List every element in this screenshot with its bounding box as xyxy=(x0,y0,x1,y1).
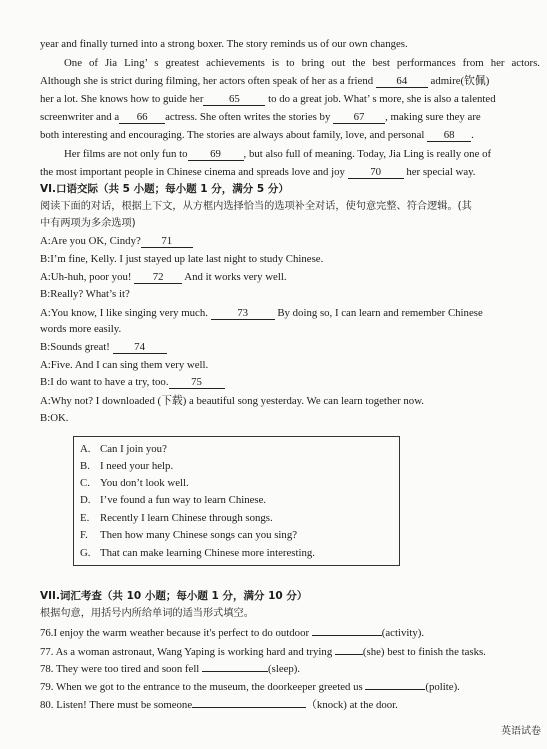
option-letter: C. xyxy=(80,477,90,489)
question-78 xyxy=(40,662,540,676)
option-letter: E. xyxy=(80,512,90,524)
dialogue-line xyxy=(40,306,540,320)
passage-line xyxy=(40,165,540,179)
answer-blank-77[interactable] xyxy=(335,654,363,655)
passage-text: to do a great job. What’ s more, she is also a talented xyxy=(268,93,496,105)
option-item xyxy=(80,511,273,525)
answer-blank-74[interactable]: 74 xyxy=(113,341,167,354)
passage-text: , but also full of meaning. Today, Jia Ling is really one of xyxy=(243,148,492,160)
question-80 xyxy=(40,698,540,712)
answer-blank-76[interactable] xyxy=(312,635,382,636)
dialogue-text: By doing so, I can learn and remember Chinese xyxy=(277,307,483,319)
question-76 xyxy=(40,626,540,640)
question-hint: (polite). xyxy=(425,681,460,693)
passage-text: Although she is strict during filming, her actors often speak of her as a friend xyxy=(40,75,374,87)
answer-blank-71[interactable]: 71 xyxy=(141,235,193,248)
option-item xyxy=(80,442,167,456)
question-77 xyxy=(40,645,540,659)
dialogue-text: And it works very well. xyxy=(184,271,287,283)
question-text: 78. They were too tired and soon fell xyxy=(40,663,200,675)
question-hint: (sleep). xyxy=(268,663,301,675)
passage-line xyxy=(64,147,540,161)
answer-blank-69[interactable]: 69 xyxy=(188,148,244,161)
option-letter: D. xyxy=(80,494,91,506)
answer-blank-75[interactable]: 75 xyxy=(169,376,225,389)
dialogue-text: A:Are you OK, Cindy? xyxy=(40,235,141,247)
section-heading: VI.口语交际（共 5 小题；每小题 1 分，满分 5 分） xyxy=(40,183,289,195)
passage-line xyxy=(40,128,540,142)
answer-blank-65[interactable]: 65 xyxy=(203,93,265,106)
passage-text: year and finally turned into a strong boxer. The story reminds us of our own changes. xyxy=(40,38,408,50)
passage-text: the most important people in Chinese cinema and spreads love and joy xyxy=(40,166,345,178)
dialogue-line: A:Why not? I downloaded (下载) a beautiful song yesterday. We can learn together now. xyxy=(40,395,424,407)
dialogue-line: words more easily. xyxy=(40,323,122,335)
section-instructions: 阅读下面的对话，根据上下文，从方框内选择恰当的选项补全对话，使句意完整、符合逻辑。(其 xyxy=(40,201,472,212)
answer-blank-68[interactable]: 68 xyxy=(427,129,471,142)
option-item xyxy=(80,546,315,560)
passage-line xyxy=(64,56,540,70)
option-letter: F. xyxy=(80,529,88,541)
option-letter: B. xyxy=(80,460,90,472)
dialogue-line: B:I’m fine, Kelly. I just stayed up late last night to study Chinese. xyxy=(40,253,324,265)
section-instructions: 中有两项为多余选项) xyxy=(40,218,136,229)
options-box xyxy=(73,436,400,566)
passage-text: her a lot. She knows how to guide her xyxy=(40,93,204,105)
section-instructions: 根据句意，用括号内所给单词的适当形式填空。 xyxy=(40,608,254,619)
option-item xyxy=(80,459,173,473)
question-hint: (activity). xyxy=(381,627,425,639)
passage-line xyxy=(40,37,540,51)
option-item xyxy=(80,528,297,542)
option-text: Recently I learn Chinese through songs. xyxy=(100,512,273,524)
passage-line xyxy=(40,74,540,88)
question-text: 77. As a woman astronaut, Wang Yaping is working hard and trying xyxy=(40,646,333,658)
passage-text: Her films are not only fun to xyxy=(64,148,188,160)
passage-text: actress. She often writes the stories by xyxy=(165,111,331,123)
dialogue-line xyxy=(40,340,540,354)
passage-text: both interesting and encouraging. The stories are always about family, love, and personal xyxy=(40,129,425,141)
answer-blank-66[interactable]: 66 xyxy=(119,111,165,124)
dialogue-line xyxy=(40,270,540,284)
passage-text: admire(钦佩) xyxy=(430,75,490,87)
dialogue-line xyxy=(40,234,540,248)
answer-blank-80[interactable] xyxy=(192,707,306,708)
dialogue-line xyxy=(40,375,540,389)
option-text: I need your help. xyxy=(100,460,174,472)
question-text: 80. Listen! There must be someone xyxy=(40,699,193,711)
question-hint: （knock) at the door. xyxy=(306,699,398,711)
dialogue-text: A:Uh-huh, poor you! xyxy=(40,271,132,283)
answer-blank-67[interactable]: 67 xyxy=(333,111,385,124)
passage-text: , making sure they are xyxy=(385,111,481,123)
page-footer: 英语试卷 xyxy=(501,726,541,737)
dialogue-line: A:Five. And I can sing them very well. xyxy=(40,359,209,371)
passage-text: One of Jia Ling’ s greatest achievements is to bring out the best performances from her actors. xyxy=(64,57,540,69)
passage-text: screenwriter and a xyxy=(40,111,120,123)
option-text: Can I join you? xyxy=(100,443,167,455)
dialogue-text: B:Sounds great! xyxy=(40,341,110,353)
passage-line xyxy=(40,110,540,124)
question-text: 79. When we got to the entrance to the museum, the doorkeeper greeted us xyxy=(40,681,363,693)
answer-blank-78[interactable] xyxy=(202,671,268,672)
passage-text: her special way. xyxy=(406,166,476,178)
option-letter: G. xyxy=(80,547,91,559)
answer-blank-70[interactable]: 70 xyxy=(348,166,404,179)
option-text: I’ve found a fun way to learn Chinese. xyxy=(100,494,267,506)
answer-blank-64[interactable]: 64 xyxy=(376,75,428,88)
passage-text: . xyxy=(471,129,474,141)
question-hint: (she) best to finish the tasks. xyxy=(362,646,486,658)
option-item xyxy=(80,476,189,490)
option-item xyxy=(80,493,266,507)
option-text: Then how many Chinese songs can you sing? xyxy=(100,529,298,541)
dialogue-text: A:You know, I like singing very much. xyxy=(40,307,208,319)
answer-blank-79[interactable] xyxy=(365,689,425,690)
option-text: You don’t look well. xyxy=(100,477,189,489)
dialogue-line: B:Really? What’s it? xyxy=(40,288,130,300)
option-letter: A. xyxy=(80,443,91,455)
option-text: That can make learning Chinese more interesting. xyxy=(100,547,315,559)
section-heading: VII.词汇考查（共 10 小题；每小题 1 分，满分 10 分） xyxy=(40,590,308,602)
dialogue-line: B:OK. xyxy=(40,412,69,424)
question-79 xyxy=(40,680,540,694)
dialogue-text: B:I do want to have a try, too. xyxy=(40,376,169,388)
passage-line xyxy=(40,92,540,106)
answer-blank-73[interactable]: 73 xyxy=(211,307,275,320)
question-text: 76.I enjoy the warm weather because it's perfect to do outdoor xyxy=(40,627,310,639)
answer-blank-72[interactable]: 72 xyxy=(134,271,182,284)
